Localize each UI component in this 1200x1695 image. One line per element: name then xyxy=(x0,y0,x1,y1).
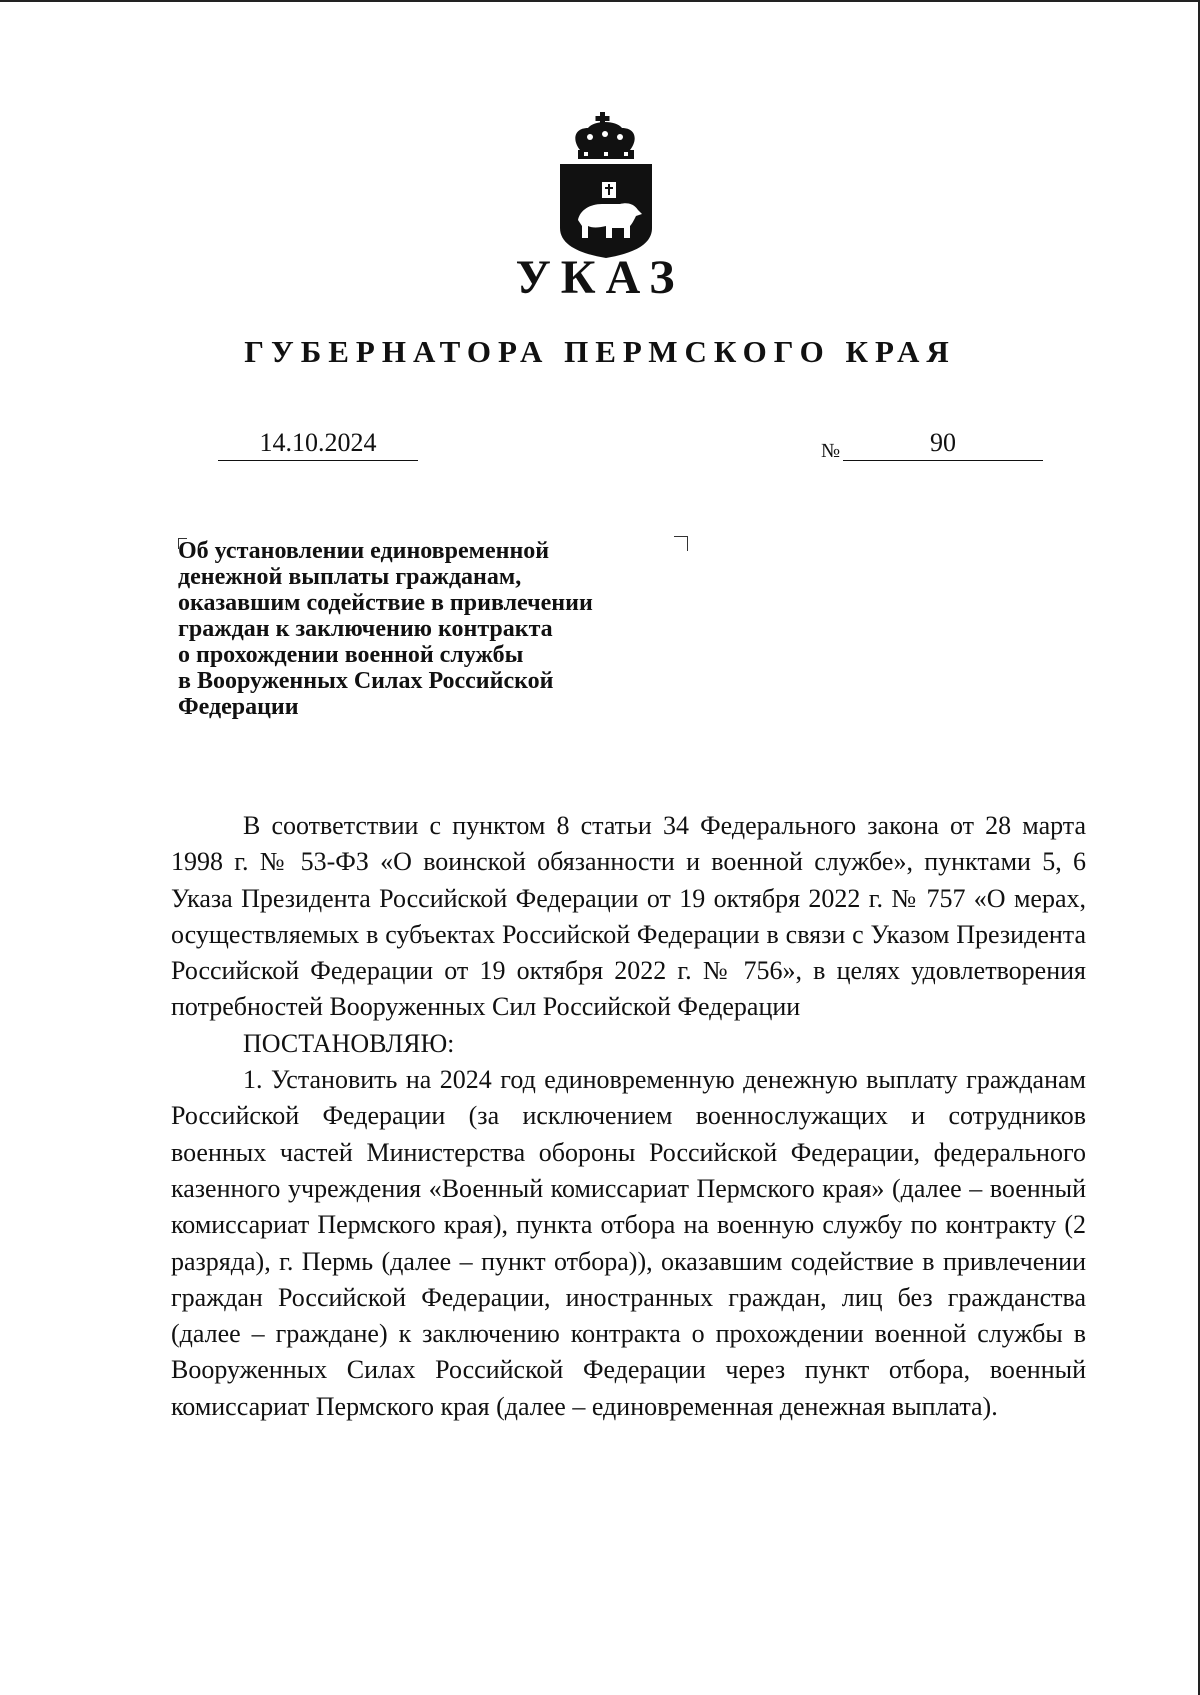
heading-line: граждан к заключению контракта xyxy=(178,616,553,642)
preamble-paragraph: В соответствии с пунктом 8 статьи 34 Федерального закона от 28 марта 1998 г. № 53-ФЗ «О воинской обязанности и военной службе», пунктами 5, 6 Указа Президента Российской Федерации от 19 октября 2022 г. № 757 «О мерах, осуществляемых в субъектах Российской Федерации в связи с Указом Президента Российской Федерации от 19 октября 2022 г. № 756», в целях удовлетворения потребностей Вооруженных Сил Российской Федерации xyxy=(171,811,1086,1022)
heading-line: оказавшим содействие в привлечении xyxy=(178,590,593,616)
heading-line: Федерации xyxy=(178,694,299,720)
document-number: 90 xyxy=(843,428,1043,461)
scan-border-top xyxy=(0,0,1200,2)
heading-line: в Вооруженных Силах Российской xyxy=(178,668,554,694)
item-1-paragraph: 1. Установить на 2024 год единовременную денежную выплату гражданам Российской Федерации (за исключением военнослужащих и сотрудников военных частей Министерства обороны Российской Федерации, федерального казенного учреждения «Военный комиссариат Пермского края» (далее – военный комиссариат Пермского края), пункта отбора на военную службу по контракту (2 разряда), г. Пермь (далее – пункт отбора)), оказавшим содействие в привлечении граждан Российской Федерации, иностранных граждан, лиц без гражданства (далее – граждане) к заключению контракта о прохождении военной службы в Вооруженных Силах Российской Федерации через пункт отбора, военный комиссариат Пермского края (далее – единовременная денежная выплата). xyxy=(171,1065,1086,1421)
document-subtitle: ГУБЕРНАТОРА ПЕРМСКОГО КРАЯ xyxy=(244,334,956,369)
heading-line: денежной выплаты гражданам, xyxy=(178,564,522,590)
heading-line: о прохождении военной службы xyxy=(178,642,524,668)
document-heading xyxy=(178,538,698,720)
document-title: УКАЗ xyxy=(515,251,685,304)
perm-krai-coat-of-arms-icon xyxy=(558,110,654,260)
heading-line: Об установлении единовременной xyxy=(178,538,550,564)
document-body xyxy=(171,808,1086,1425)
document-date: 14.10.2024 xyxy=(218,428,418,461)
number-label: № xyxy=(821,440,841,462)
decree-word: ПОСТАНОВЛЯЮ: xyxy=(243,1028,455,1058)
